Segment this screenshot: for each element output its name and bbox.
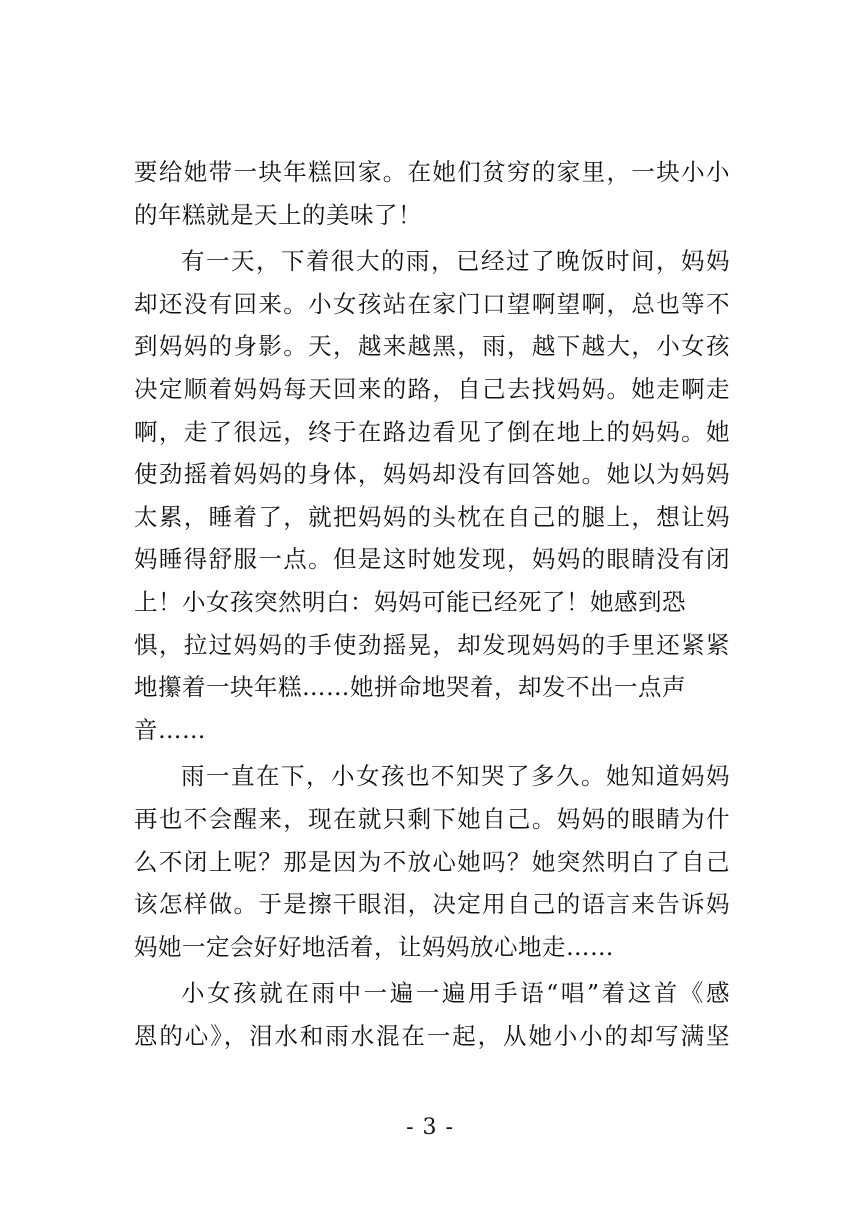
text-line: 上！小女孩突然明白：妈妈可能已经死了！她感到恐 [134,587,686,616]
text-line: 啊，走了很远，终于在路边看见了倒在地上的妈妈。她 [134,417,730,446]
page-number: - 3 - [406,1115,454,1140]
text-line: 么不闭上呢？那是因为不放心她吗？她突然明白了自己 [134,847,730,876]
text-line: 恩的心》，泪水和雨水混在一起，从她小小的却写满坚 [134,1021,730,1050]
text-line: 决定顺着妈妈每天回来的路，自己去找妈妈。她走啊走 [134,374,730,403]
text-line: 妈睡得舒服一点。但是这时她发现，妈妈的眼睛没有闭 [134,545,730,574]
body-text [134,151,730,1057]
paragraph [134,240,730,751]
text-line: 地攥着一块年糕……她拼命地哭着，却发不出一点声 [134,673,686,702]
text-line: 却还没有回来。小女孩站在家门口望啊望啊，总也等不 [134,289,730,318]
text-line: 使劲摇着妈妈的身体，妈妈却没有回答她。她以为妈妈 [134,460,730,489]
text-line: 该怎样做。于是擦干眼泪，决定用自己的语言来告诉妈 [134,890,730,919]
text-line: 太累，睡着了，就把妈妈的头枕在自己的腿上，想让妈 [134,502,730,531]
paragraph [134,755,730,968]
text-line: 惧，拉过妈妈的手使劲摇晃，却发现妈妈的手里还紧紧 [134,630,730,659]
text-line: 妈她一定会好好地活着，让妈妈放心地走…… [134,932,614,961]
text-line: 音…… [134,715,206,744]
paragraph [134,972,730,1057]
text-line: 到妈妈的身影。天，越来越黑，雨，越下越大，小女孩 [134,332,730,361]
text-line: 雨一直在下，小女孩也不知哭了多久。她知道妈妈 [181,762,730,791]
text-line: 小女孩就在雨中一遍一遍用手语“唱”着这首《感 [181,979,730,1008]
text-line: 要给她带一块年糕回家。在她们贫穷的家里，一块小小 [134,158,730,186]
text-line: 有一天，下着很大的雨，已经过了晚饭时间，妈妈 [181,247,730,276]
paragraph [134,151,730,236]
text-line: 的年糕就是天上的美味了！ [134,200,422,229]
text-line: 再也不会醒来，现在就只剩下她自己。妈妈的眼睛为什 [134,804,730,833]
